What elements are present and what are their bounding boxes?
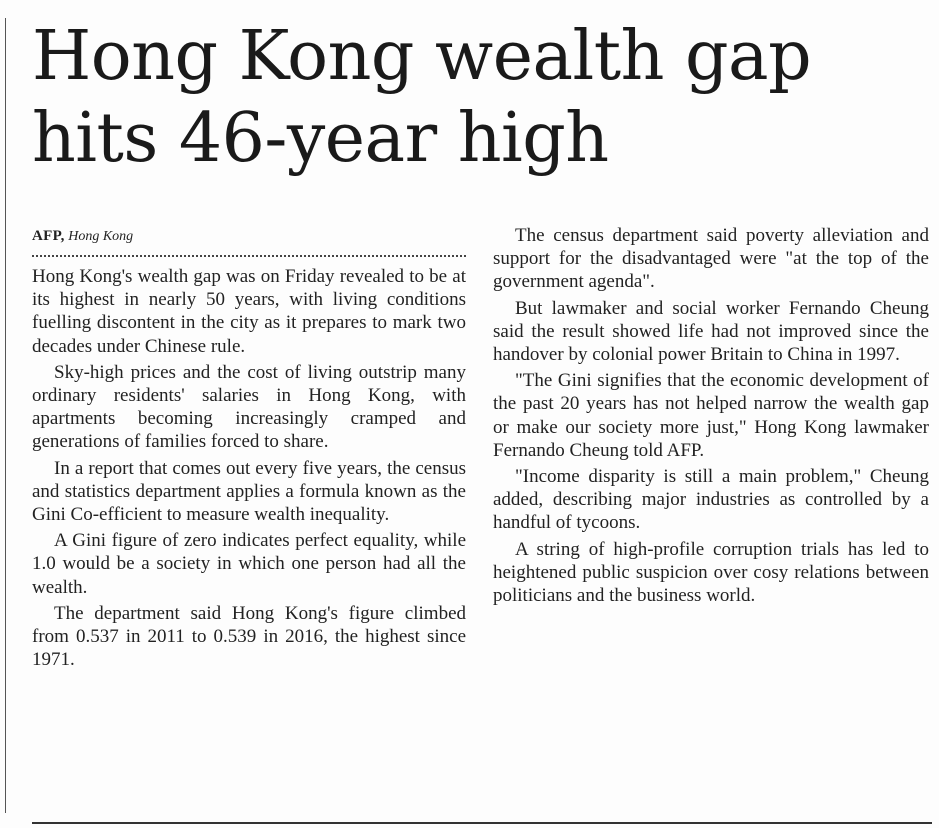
paragraph: "The Gini signifies that the economic development of the past 20 years has not helped narrow the wealth gap or make our society more just," Hong Kong lawmaker Fernando Cheung told AFP.	[493, 370, 929, 461]
headline-line-2: hits 46-year high	[32, 99, 609, 178]
byline-location: Hong Kong	[68, 229, 134, 244]
bottom-rule	[32, 822, 932, 824]
article-column-left	[32, 226, 466, 674]
byline-agency: AFP,	[32, 228, 65, 244]
dotted-separator	[32, 255, 466, 257]
paragraph: The census department said poverty alleviation and support for the disadvantaged were "at the top of the government agenda".	[493, 225, 929, 293]
paragraph: A Gini figure of zero indicates perfect equality, while 1.0 would be a society in which one person had all the wealth.	[32, 530, 466, 598]
headline	[32, 16, 932, 180]
headline-line-1: Hong Kong wealth gap	[32, 17, 812, 96]
paragraph: In a report that comes out every five years, the census and statistics department applies a formula known as the Gini Co-efficient to measure wealth inequality.	[32, 457, 466, 526]
paragraph: But lawmaker and social worker Fernando Cheung said the result showed life had not improved since the handover by colonial power Britain to China in 1997.	[493, 297, 929, 366]
paragraph: Hong Kong's wealth gap was on Friday revealed to be at its highest in nearly 50 years, with living conditions fuelling discontent in the city as it prepares to mark two decades under Chinese rule.	[32, 266, 466, 357]
paragraph: "Income disparity is still a main problem," Cheung added, describing major industries as controlled by a handful of tycoons.	[493, 466, 929, 534]
paragraph: The department said Hong Kong's figure climbed from 0.537 in 2011 to 0.539 in 2016, the highest since 1971.	[32, 602, 466, 671]
byline	[32, 226, 466, 247]
article-column-right	[493, 224, 929, 610]
paragraph: Sky-high prices and the cost of living outstrip many ordinary residents' salaries in Hong Kong, with apartments becoming increasingly cramped and generations of families forced to share.	[32, 361, 466, 453]
column-rule	[5, 18, 6, 813]
paragraph: A string of high-profile corruption trials has led to heightened public suspicion over cosy relations between politicians and the business world.	[493, 538, 929, 607]
